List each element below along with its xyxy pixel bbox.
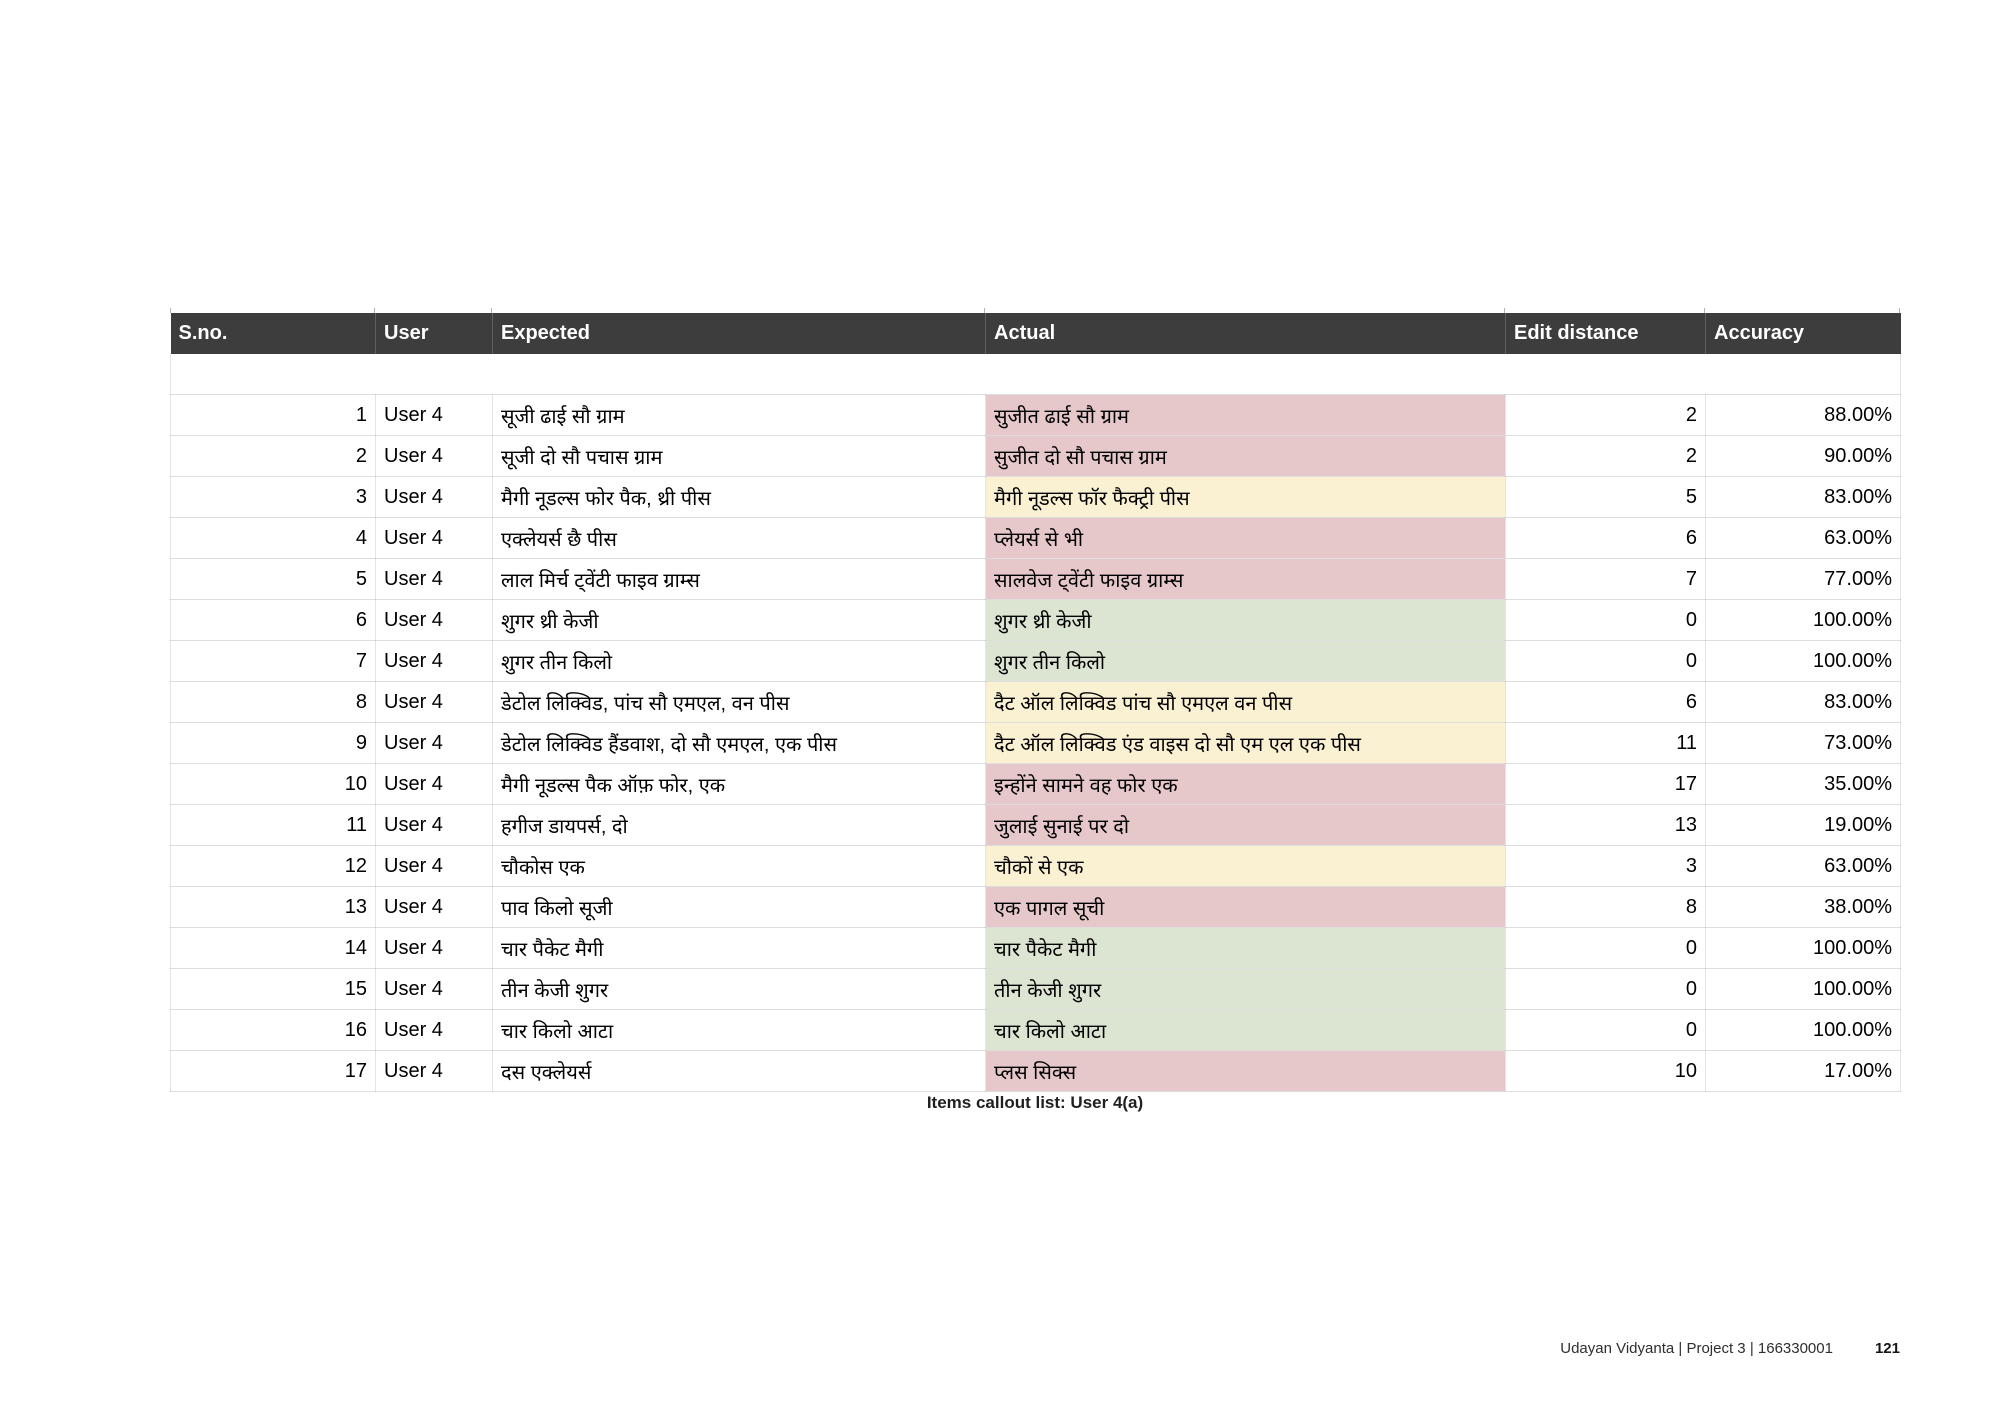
cell-sno: 15 (171, 969, 376, 1010)
table-row (171, 477, 1901, 518)
cell-user: User 4 (376, 1010, 493, 1051)
cell-user: User 4 (376, 395, 493, 436)
cell-actual: शुगर तीन किलो (986, 641, 1506, 682)
cell-sno: 4 (171, 518, 376, 559)
table-row (171, 395, 1901, 436)
cell-sno: 5 (171, 559, 376, 600)
cell-edit-distance: 0 (1506, 969, 1706, 1010)
cell-sno: 13 (171, 887, 376, 928)
cell-expected: सूजी दो सौ पचास ग्राम (493, 436, 986, 477)
cell-user: User 4 (376, 600, 493, 641)
cell-user: User 4 (376, 969, 493, 1010)
cell-edit-distance: 5 (1506, 477, 1706, 518)
cell-accuracy: 100.00% (1706, 1010, 1901, 1051)
gridline-tick (1704, 308, 1705, 313)
cell-expected: मैगी नूडल्स फोर पैक, थ्री पीस (493, 477, 986, 518)
cell-actual: दैट ऑल लिक्विड एंड वाइस दो सौ एम एल एक पीस (986, 723, 1506, 764)
cell-actual: चार किलो आटा (986, 1010, 1506, 1051)
cell-user: User 4 (376, 723, 493, 764)
cell-expected: सूजी ढाई सौ ग्राम (493, 395, 986, 436)
cell-edit-distance: 7 (1506, 559, 1706, 600)
cell-edit-distance: 3 (1506, 846, 1706, 887)
page-footer (1560, 1340, 1900, 1357)
cell-sno: 1 (171, 395, 376, 436)
cell-edit-distance: 2 (1506, 436, 1706, 477)
cell-sno: 9 (171, 723, 376, 764)
gridline-tick (170, 308, 171, 313)
cell-expected: तीन केजी शुगर (493, 969, 986, 1010)
table-row (171, 518, 1901, 559)
cell-sno: 10 (171, 764, 376, 805)
gridline-tick (374, 308, 375, 313)
table-row (171, 928, 1901, 969)
cell-accuracy: 17.00% (1706, 1051, 1901, 1092)
cell-edit-distance: 0 (1506, 641, 1706, 682)
cell-edit-distance: 8 (1506, 887, 1706, 928)
cell-accuracy: 83.00% (1706, 682, 1901, 723)
cell-edit-distance: 0 (1506, 928, 1706, 969)
cell-actual: दैट ऑल लिक्विड पांच सौ एमएल वन पीस (986, 682, 1506, 723)
table-row (171, 887, 1901, 928)
cell-accuracy: 38.00% (1706, 887, 1901, 928)
cell-accuracy: 35.00% (1706, 764, 1901, 805)
cell-accuracy: 100.00% (1706, 928, 1901, 969)
cell-user: User 4 (376, 682, 493, 723)
cell-accuracy: 77.00% (1706, 559, 1901, 600)
cell-actual: प्लेयर्स से भी (986, 518, 1506, 559)
cell-accuracy: 100.00% (1706, 641, 1901, 682)
gridline-tick (1504, 308, 1505, 313)
cell-expected: शुगर थ्री केजी (493, 600, 986, 641)
cell-accuracy: 63.00% (1706, 518, 1901, 559)
cell-user: User 4 (376, 518, 493, 559)
cell-edit-distance: 10 (1506, 1051, 1706, 1092)
cell-sno: 6 (171, 600, 376, 641)
col-header-edit-distance: Edit distance (1506, 313, 1706, 354)
cell-sno: 8 (171, 682, 376, 723)
cell-user: User 4 (376, 477, 493, 518)
cell-sno: 12 (171, 846, 376, 887)
results-table (170, 313, 1900, 1092)
cell-edit-distance: 17 (1506, 764, 1706, 805)
cell-user: User 4 (376, 887, 493, 928)
col-header-accuracy: Accuracy (1706, 313, 1901, 354)
cell-actual: एक पागल सूची (986, 887, 1506, 928)
cell-expected: दस एक्लेयर्स (493, 1051, 986, 1092)
cell-expected: चार पैकेट मैगी (493, 928, 986, 969)
cell-edit-distance: 0 (1506, 1010, 1706, 1051)
cell-user: User 4 (376, 641, 493, 682)
footer-text: Udayan Vidyanta | Project 3 | 166330001 (1560, 1340, 1833, 1357)
cell-actual: चौकों से एक (986, 846, 1506, 887)
header-row (171, 313, 1901, 354)
cell-edit-distance: 2 (1506, 395, 1706, 436)
col-header-sno: S.no. (171, 313, 376, 354)
cell-expected: मैगी नूडल्स पैक ऑफ़ फोर, एक (493, 764, 986, 805)
cell-expected: शुगर तीन किलो (493, 641, 986, 682)
table-row (171, 559, 1901, 600)
cell-user: User 4 (376, 928, 493, 969)
cell-sno: 7 (171, 641, 376, 682)
cell-actual: प्लस सिक्स (986, 1051, 1506, 1092)
cell-edit-distance: 13 (1506, 805, 1706, 846)
cell-sno: 17 (171, 1051, 376, 1092)
cell-edit-distance: 0 (1506, 600, 1706, 641)
cell-sno: 14 (171, 928, 376, 969)
cell-actual: शुगर थ्री केजी (986, 600, 1506, 641)
cell-accuracy: 88.00% (1706, 395, 1901, 436)
cell-expected: हगीज डायपर्स, दो (493, 805, 986, 846)
cell-actual: मैगी नूडल्स फॉर फैक्ट्री पीस (986, 477, 1506, 518)
table-row (171, 600, 1901, 641)
table-row (171, 641, 1901, 682)
cell-actual: चार पैकेट मैगी (986, 928, 1506, 969)
cell-user: User 4 (376, 764, 493, 805)
cell-accuracy: 100.00% (1706, 969, 1901, 1010)
table-row (171, 1051, 1901, 1092)
cell-expected: डेटोल लिक्विड, पांच सौ एमएल, वन पीस (493, 682, 986, 723)
cell-expected: चार किलो आटा (493, 1010, 986, 1051)
cell-expected: पाव किलो सूजी (493, 887, 986, 928)
table-row (171, 805, 1901, 846)
cell-user: User 4 (376, 1051, 493, 1092)
table-row (171, 969, 1901, 1010)
gridline-tick (1899, 308, 1900, 313)
cell-actual: सुजीत दो सौ पचास ग्राम (986, 436, 1506, 477)
col-header-expected: Expected (493, 313, 986, 354)
cell-actual: सुजीत ढाई सौ ग्राम (986, 395, 1506, 436)
table-row (171, 846, 1901, 887)
table-row (171, 764, 1901, 805)
cell-edit-distance: 6 (1506, 518, 1706, 559)
col-header-actual: Actual (986, 313, 1506, 354)
cell-expected: लाल मिर्च ट्वेंटी फाइव ग्राम्स (493, 559, 986, 600)
cell-accuracy: 100.00% (1706, 600, 1901, 641)
cell-accuracy: 73.00% (1706, 723, 1901, 764)
cell-expected: एक्लेयर्स छै पीस (493, 518, 986, 559)
cell-actual: इन्होंने सामने वह फोर एक (986, 764, 1506, 805)
cell-actual: सालवेज ट्वेंटी फाइव ग्राम्स (986, 559, 1506, 600)
cell-user: User 4 (376, 805, 493, 846)
cell-accuracy: 19.00% (1706, 805, 1901, 846)
gridline-tick (984, 308, 985, 313)
cell-edit-distance: 11 (1506, 723, 1706, 764)
cell-user: User 4 (376, 559, 493, 600)
table-row (171, 723, 1901, 764)
cell-actual: तीन केजी शुगर (986, 969, 1506, 1010)
table-row (171, 1010, 1901, 1051)
table-row (171, 682, 1901, 723)
cell-accuracy: 90.00% (1706, 436, 1901, 477)
col-header-user: User (376, 313, 493, 354)
cell-expected: चौकोस एक (493, 846, 986, 887)
cell-user: User 4 (376, 436, 493, 477)
header-separator (171, 354, 1901, 395)
cell-accuracy: 83.00% (1706, 477, 1901, 518)
table-row (171, 436, 1901, 477)
cell-expected: डेटोल लिक्विड हैंडवाश, दो सौ एमएल, एक पीस (493, 723, 986, 764)
cell-sno: 11 (171, 805, 376, 846)
cell-sno: 3 (171, 477, 376, 518)
cell-user: User 4 (376, 846, 493, 887)
cell-sno: 16 (171, 1010, 376, 1051)
cell-edit-distance: 6 (1506, 682, 1706, 723)
table-caption: Items callout list: User 4(a) (926, 1093, 1144, 1112)
gridline-tick (491, 308, 492, 313)
cell-sno: 2 (171, 436, 376, 477)
cell-actual: जुलाई सुनाई पर दो (986, 805, 1506, 846)
page-number: 121 (1874, 1340, 1900, 1357)
cell-accuracy: 63.00% (1706, 846, 1901, 887)
